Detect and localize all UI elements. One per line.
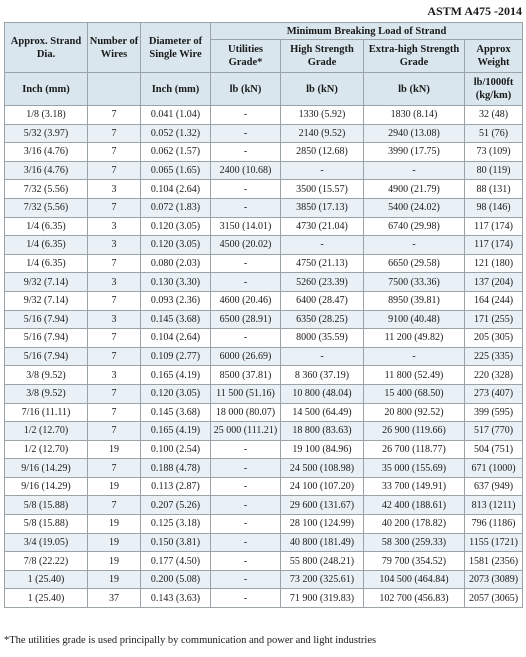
cell-utilities: 6500 (28.91) (211, 310, 281, 329)
cell-utilities: - (211, 198, 281, 217)
cell-extra-high: 58 300 (259.33) (364, 533, 465, 552)
cell-num-wires: 7 (88, 496, 141, 515)
cell-high-strength: 8000 (35.59) (281, 329, 364, 348)
cell-num-wires: 19 (88, 515, 141, 534)
cell-strand-dia: 7/16 (11.11) (5, 403, 88, 422)
cell-num-wires: 3 (88, 217, 141, 236)
cell-high-strength: 28 100 (124.99) (281, 515, 364, 534)
unit-diameter-single: Inch (mm) (141, 73, 211, 106)
cell-num-wires: 19 (88, 440, 141, 459)
cell-num-wires: 7 (88, 161, 141, 180)
cell-weight: 137 (204) (465, 273, 523, 292)
cell-high-strength: 55 800 (248.21) (281, 552, 364, 571)
cell-weight: 88 (131) (465, 180, 523, 199)
cell-extra-high: 5400 (24.02) (364, 198, 465, 217)
cell-utilities: - (211, 106, 281, 125)
cell-strand-dia: 1/4 (6.35) (5, 254, 88, 273)
cell-weight: 796 (1186) (465, 515, 523, 534)
cell-strand-dia: 1 (25.40) (5, 589, 88, 608)
cell-high-strength: 24 100 (107.20) (281, 477, 364, 496)
table-row (5, 254, 523, 273)
cell-num-wires: 7 (88, 403, 141, 422)
cell-diameter-single: 0.065 (1.65) (141, 161, 211, 180)
cell-weight: 1155 (1721) (465, 533, 523, 552)
cell-extra-high: 79 700 (354.52) (364, 552, 465, 571)
cell-utilities: - (211, 180, 281, 199)
cell-high-strength: 1330 (5.92) (281, 106, 364, 125)
cell-weight: 121 (180) (465, 254, 523, 273)
cell-diameter-single: 0.120 (3.05) (141, 236, 211, 255)
cell-num-wires: 7 (88, 329, 141, 348)
cell-high-strength: 5260 (23.39) (281, 273, 364, 292)
cell-weight: 171 (255) (465, 310, 523, 329)
cell-utilities: - (211, 496, 281, 515)
cell-extra-high: 33 700 (149.91) (364, 477, 465, 496)
cell-extra-high: 104 500 (464.84) (364, 570, 465, 589)
cell-strand-dia: 1/2 (12.70) (5, 422, 88, 441)
cell-weight: 2073 (3089) (465, 570, 523, 589)
cell-high-strength: - (281, 161, 364, 180)
cell-strand-dia: 5/32 (3.97) (5, 124, 88, 143)
cell-extra-high: 15 400 (68.50) (364, 384, 465, 403)
cell-utilities: - (211, 533, 281, 552)
table-row (5, 161, 523, 180)
cell-num-wires: 3 (88, 180, 141, 199)
table-row (5, 217, 523, 236)
cell-strand-dia: 9/32 (7.14) (5, 291, 88, 310)
table-row (5, 329, 523, 348)
cell-utilities: 25 000 (111.21) (211, 422, 281, 441)
table-body (5, 106, 523, 608)
header-high-strength: High Strength Grade (281, 40, 364, 73)
cell-diameter-single: 0.072 (1.83) (141, 198, 211, 217)
cell-strand-dia: 3/8 (9.52) (5, 384, 88, 403)
table-row (5, 384, 523, 403)
cell-diameter-single: 0.109 (2.77) (141, 347, 211, 366)
cell-strand-dia: 9/16 (14.29) (5, 477, 88, 496)
cell-utilities: - (211, 254, 281, 273)
cell-strand-dia: 7/32 (5.56) (5, 180, 88, 199)
cell-diameter-single: 0.150 (3.81) (141, 533, 211, 552)
table-row (5, 403, 523, 422)
table-row (5, 422, 523, 441)
cell-diameter-single: 0.145 (3.68) (141, 310, 211, 329)
cell-num-wires: 7 (88, 198, 141, 217)
table-row (5, 366, 523, 385)
unit-strand-dia: Inch (mm) (5, 73, 88, 106)
cell-weight: 98 (146) (465, 198, 523, 217)
header-diameter-single: Diameter of Single Wire (141, 23, 211, 73)
table-row (5, 273, 523, 292)
cell-high-strength: 18 800 (83.63) (281, 422, 364, 441)
cell-high-strength: 3500 (15.57) (281, 180, 364, 199)
cell-diameter-single: 0.177 (4.50) (141, 552, 211, 571)
cell-extra-high: 9100 (40.48) (364, 310, 465, 329)
cell-extra-high: 26 700 (118.77) (364, 440, 465, 459)
table-row (5, 347, 523, 366)
cell-high-strength: 6400 (28.47) (281, 291, 364, 310)
cell-utilities: 8500 (37.81) (211, 366, 281, 385)
cell-utilities: - (211, 477, 281, 496)
cell-utilities: - (211, 124, 281, 143)
header-strand-dia: Approx. Strand Dia. (5, 23, 88, 73)
cell-utilities: - (211, 570, 281, 589)
table-row (5, 570, 523, 589)
cell-extra-high: 4900 (21.79) (364, 180, 465, 199)
cell-strand-dia: 3/16 (4.76) (5, 161, 88, 180)
cell-high-strength: 4750 (21.13) (281, 254, 364, 273)
table-row (5, 143, 523, 162)
header-approx-weight: Approx Weight (465, 40, 523, 73)
cell-utilities: - (211, 143, 281, 162)
cell-strand-dia: 7/8 (22.22) (5, 552, 88, 571)
cell-num-wires: 7 (88, 106, 141, 125)
cell-strand-dia: 5/8 (15.88) (5, 496, 88, 515)
cell-strand-dia: 7/32 (5.56) (5, 198, 88, 217)
cell-high-strength: 71 900 (319.83) (281, 589, 364, 608)
table-row (5, 106, 523, 125)
cell-utilities: 4500 (20.02) (211, 236, 281, 255)
table-row (5, 180, 523, 199)
cell-diameter-single: 0.165 (4.19) (141, 366, 211, 385)
cell-strand-dia: 1/8 (3.18) (5, 106, 88, 125)
cell-num-wires: 3 (88, 273, 141, 292)
cell-extra-high: 7500 (33.36) (364, 273, 465, 292)
table-row (5, 589, 523, 608)
cell-strand-dia: 1/4 (6.35) (5, 236, 88, 255)
cell-extra-high: 8950 (39.81) (364, 291, 465, 310)
cell-utilities: - (211, 552, 281, 571)
cell-high-strength: 2850 (12.68) (281, 143, 364, 162)
cell-high-strength: 10 800 (48.04) (281, 384, 364, 403)
cell-strand-dia: 1 (25.40) (5, 570, 88, 589)
cell-diameter-single: 0.120 (3.05) (141, 217, 211, 236)
cell-diameter-single: 0.062 (1.57) (141, 143, 211, 162)
cell-weight: 117 (174) (465, 236, 523, 255)
header-extra-high: Extra-high Strength Grade (364, 40, 465, 73)
cell-extra-high: 11 800 (52.49) (364, 366, 465, 385)
cell-extra-high: 2940 (13.08) (364, 124, 465, 143)
header-utilities: Utilities Grade* (211, 40, 281, 73)
unit-utilities: lb (kN) (211, 73, 281, 106)
unit-weight: lb/1000ft (kg/km) (465, 73, 523, 106)
cell-strand-dia: 5/16 (7.94) (5, 329, 88, 348)
cell-diameter-single: 0.200 (5.08) (141, 570, 211, 589)
cell-diameter-single: 0.080 (2.03) (141, 254, 211, 273)
cell-extra-high: 1830 (8.14) (364, 106, 465, 125)
cell-num-wires: 19 (88, 552, 141, 571)
cell-high-strength: 14 500 (64.49) (281, 403, 364, 422)
cell-high-strength: - (281, 347, 364, 366)
cell-weight: 51 (76) (465, 124, 523, 143)
cell-utilities: 4600 (20.46) (211, 291, 281, 310)
table-row (5, 291, 523, 310)
cell-num-wires: 7 (88, 459, 141, 478)
cell-strand-dia: 3/8 (9.52) (5, 366, 88, 385)
standard-label: ASTM A475 -2014 (427, 4, 522, 18)
cell-diameter-single: 0.041 (1.04) (141, 106, 211, 125)
cell-weight: 2057 (3065) (465, 589, 523, 608)
cell-strand-dia: 3/4 (19.05) (5, 533, 88, 552)
cell-weight: 813 (1211) (465, 496, 523, 515)
cell-num-wires: 37 (88, 589, 141, 608)
cell-high-strength: 8 360 (37.19) (281, 366, 364, 385)
cell-diameter-single: 0.130 (3.30) (141, 273, 211, 292)
header-min-breaking: Minimum Breaking Load of Strand (211, 23, 523, 40)
cell-high-strength: 40 800 (181.49) (281, 533, 364, 552)
cell-weight: 225 (335) (465, 347, 523, 366)
cell-num-wires: 19 (88, 570, 141, 589)
table-row (5, 310, 523, 329)
cell-weight: 517 (770) (465, 422, 523, 441)
cell-weight: 205 (305) (465, 329, 523, 348)
cell-strand-dia: 3/16 (4.76) (5, 143, 88, 162)
cell-strand-dia: 5/16 (7.94) (5, 347, 88, 366)
cell-extra-high: 3990 (17.75) (364, 143, 465, 162)
cell-diameter-single: 0.104 (2.64) (141, 180, 211, 199)
cell-num-wires: 3 (88, 310, 141, 329)
table-row (5, 459, 523, 478)
cell-diameter-single: 0.120 (3.05) (141, 384, 211, 403)
cell-high-strength: 2140 (9.52) (281, 124, 364, 143)
cell-num-wires: 7 (88, 422, 141, 441)
cell-num-wires: 7 (88, 124, 141, 143)
cell-utilities: 6000 (26.69) (211, 347, 281, 366)
table-row (5, 440, 523, 459)
table-row (5, 515, 523, 534)
cell-diameter-single: 0.188 (4.78) (141, 459, 211, 478)
cell-extra-high: 6650 (29.58) (364, 254, 465, 273)
cell-extra-high: 42 400 (188.61) (364, 496, 465, 515)
table-row (5, 533, 523, 552)
cell-extra-high: - (364, 347, 465, 366)
cell-high-strength: 4730 (21.04) (281, 217, 364, 236)
cell-diameter-single: 0.165 (4.19) (141, 422, 211, 441)
cell-weight: 399 (595) (465, 403, 523, 422)
cell-utilities: - (211, 273, 281, 292)
cell-utilities: - (211, 515, 281, 534)
cell-extra-high: - (364, 161, 465, 180)
table-row (5, 124, 523, 143)
cell-extra-high: - (364, 236, 465, 255)
cell-weight: 73 (109) (465, 143, 523, 162)
cell-weight: 32 (48) (465, 106, 523, 125)
cell-extra-high: 35 000 (155.69) (364, 459, 465, 478)
cell-extra-high: 26 900 (119.66) (364, 422, 465, 441)
table-row (5, 198, 523, 217)
cell-strand-dia: 1/4 (6.35) (5, 217, 88, 236)
unit-extra-high: lb (kN) (364, 73, 465, 106)
cell-diameter-single: 0.052 (1.32) (141, 124, 211, 143)
cell-diameter-single: 0.125 (3.18) (141, 515, 211, 534)
cell-strand-dia: 5/8 (15.88) (5, 515, 88, 534)
cell-extra-high: 20 800 (92.52) (364, 403, 465, 422)
unit-high-strength: lb (kN) (281, 73, 364, 106)
cell-extra-high: 40 200 (178.82) (364, 515, 465, 534)
cell-diameter-single: 0.207 (5.26) (141, 496, 211, 515)
cell-weight: 80 (119) (465, 161, 523, 180)
cell-weight: 164 (244) (465, 291, 523, 310)
table-row (5, 477, 523, 496)
cell-strand-dia: 9/32 (7.14) (5, 273, 88, 292)
cell-high-strength: 29 600 (131.67) (281, 496, 364, 515)
header-num-wires: Number of Wires (88, 23, 141, 73)
cell-strand-dia: 1/2 (12.70) (5, 440, 88, 459)
cell-utilities: 2400 (10.68) (211, 161, 281, 180)
cell-weight: 637 (949) (465, 477, 523, 496)
cell-weight: 220 (328) (465, 366, 523, 385)
cell-utilities: 18 000 (80.07) (211, 403, 281, 422)
cell-utilities: - (211, 589, 281, 608)
footnote: *The utilities grade is used principally by communication and power and light industries (4, 635, 377, 646)
cell-high-strength: 3850 (17.13) (281, 198, 364, 217)
cell-num-wires: 7 (88, 384, 141, 403)
cell-strand-dia: 9/16 (14.29) (5, 459, 88, 478)
table-row (5, 552, 523, 571)
cell-num-wires: 7 (88, 291, 141, 310)
cell-strand-dia: 5/16 (7.94) (5, 310, 88, 329)
strand-spec-table (4, 22, 523, 608)
table-row (5, 496, 523, 515)
table-row (5, 236, 523, 255)
unit-num-wires (88, 73, 141, 106)
cell-utilities: - (211, 329, 281, 348)
cell-utilities: 11 500 (51.16) (211, 384, 281, 403)
cell-num-wires: 7 (88, 347, 141, 366)
cell-weight: 671 (1000) (465, 459, 523, 478)
cell-num-wires: 19 (88, 533, 141, 552)
cell-num-wires: 3 (88, 236, 141, 255)
cell-high-strength: 73 200 (325.61) (281, 570, 364, 589)
cell-num-wires: 19 (88, 477, 141, 496)
cell-num-wires: 3 (88, 366, 141, 385)
cell-diameter-single: 0.104 (2.64) (141, 329, 211, 348)
cell-high-strength: - (281, 236, 364, 255)
cell-extra-high: 11 200 (49.82) (364, 329, 465, 348)
cell-high-strength: 24 500 (108.98) (281, 459, 364, 478)
cell-utilities: 3150 (14.01) (211, 217, 281, 236)
cell-diameter-single: 0.143 (3.63) (141, 589, 211, 608)
cell-weight: 117 (174) (465, 217, 523, 236)
cell-weight: 1581 (2356) (465, 552, 523, 571)
cell-weight: 504 (751) (465, 440, 523, 459)
cell-diameter-single: 0.093 (2.36) (141, 291, 211, 310)
cell-diameter-single: 0.100 (2.54) (141, 440, 211, 459)
cell-high-strength: 19 100 (84.96) (281, 440, 364, 459)
cell-weight: 273 (407) (465, 384, 523, 403)
cell-extra-high: 6740 (29.98) (364, 217, 465, 236)
cell-high-strength: 6350 (28.25) (281, 310, 364, 329)
cell-utilities: - (211, 459, 281, 478)
cell-diameter-single: 0.113 (2.87) (141, 477, 211, 496)
cell-extra-high: 102 700 (456.83) (364, 589, 465, 608)
cell-num-wires: 7 (88, 254, 141, 273)
cell-diameter-single: 0.145 (3.68) (141, 403, 211, 422)
cell-num-wires: 7 (88, 143, 141, 162)
cell-utilities: - (211, 440, 281, 459)
